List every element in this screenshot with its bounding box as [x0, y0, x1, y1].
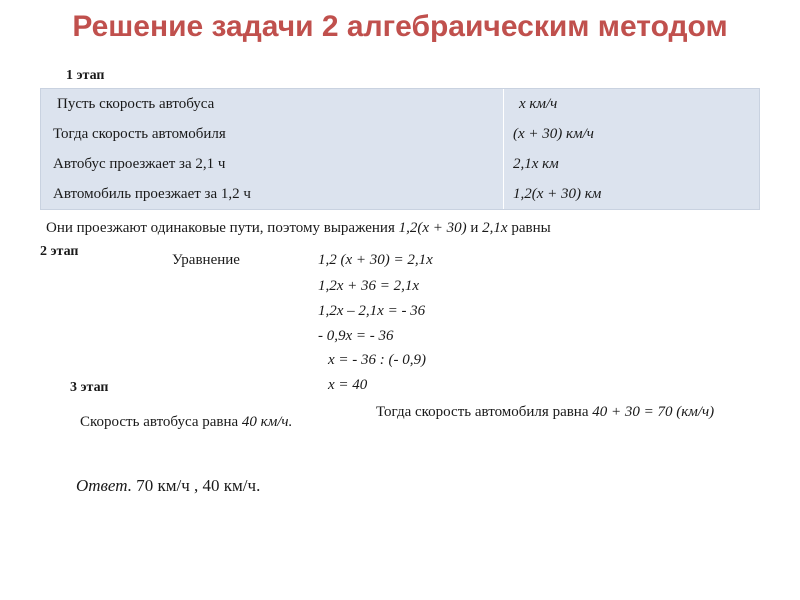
equation-line: 1,2 (х + 30) = 2,1х	[318, 252, 433, 268]
equation-line: х = 40	[328, 377, 368, 393]
row-expression: (х + 30) км/ч	[513, 126, 594, 142]
row-label: Тогда скорость автомобиля	[53, 126, 226, 142]
slide-title: Решение задачи 2 алгебраическим методом	[72, 10, 728, 43]
statement-and: и	[470, 220, 479, 236]
table-row	[41, 181, 759, 211]
bus-speed-result	[80, 414, 292, 431]
row-expression: 2,1х км	[513, 156, 559, 172]
bus-speed-text: Скорость автобуса равна	[80, 414, 239, 430]
equation-line: 1,2х + 36 = 2,1х	[318, 278, 420, 294]
expression-1: 1,2(х + 30)	[398, 220, 467, 236]
answer	[76, 476, 260, 496]
bus-speed-value: 40 км/ч.	[241, 414, 293, 430]
table-row	[41, 151, 759, 181]
car-speed-value: 40 + 30 = 70 (км/ч)	[592, 404, 715, 420]
statement-text: Они проезжают одинаковые пути, поэтому выражения	[46, 220, 395, 236]
data-table	[40, 88, 760, 210]
stage-3-label: 3 этап	[70, 380, 109, 395]
row-expression: х км/ч	[519, 96, 558, 112]
car-speed-result	[376, 404, 714, 421]
equation-line: - 0,9х = - 36	[318, 328, 394, 344]
row-label: Автомобиль проезжает за 1,2 ч	[53, 186, 251, 202]
stage-1-label: 1 этап	[66, 68, 105, 83]
answer-value: 70 км/ч , 40 км/ч.	[136, 476, 261, 495]
table-row	[41, 121, 759, 151]
table-row	[41, 91, 759, 121]
expression-2: 2,1х	[482, 220, 508, 236]
equation-label: Уравнение	[172, 252, 240, 268]
row-expression: 1,2(х + 30) км	[513, 186, 602, 202]
equal-distance-statement	[46, 220, 551, 237]
statement-tail: равны	[511, 220, 551, 236]
row-label: Пусть скорость автобуса	[57, 96, 215, 112]
equation-line: х = - 36 : (- 0,9)	[328, 352, 427, 368]
equation-line: 1,2х – 2,1х = - 36	[318, 303, 426, 319]
answer-label: Ответ.	[76, 476, 132, 495]
row-label: Автобус проезжает за 2,1 ч	[53, 156, 226, 172]
car-speed-text: Тогда скорость автомобиля равна	[376, 404, 589, 420]
stage-2-label: 2 этап	[40, 244, 79, 259]
